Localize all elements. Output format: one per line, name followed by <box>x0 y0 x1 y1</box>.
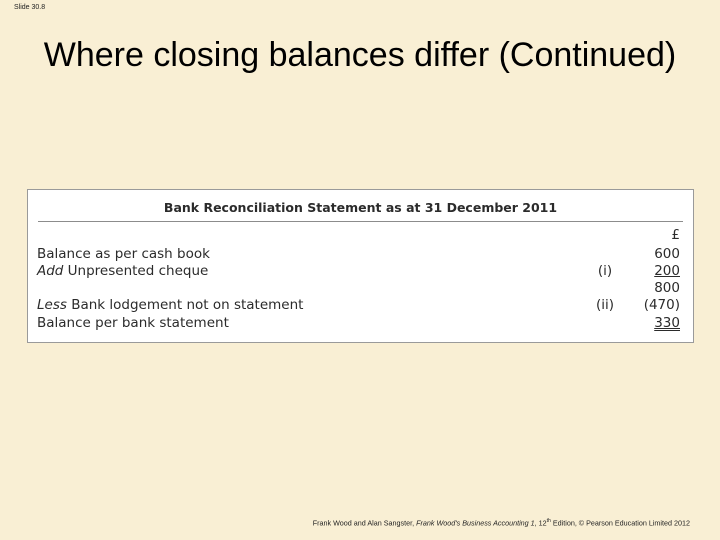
statement-row <box>28 297 693 314</box>
row-label: Add Unpresented cheque <box>37 263 209 279</box>
row-label: Balance as per cash book <box>37 246 210 262</box>
statement-row <box>28 315 693 332</box>
slide-number: Slide 30.8 <box>14 4 46 11</box>
row-amount: (470) <box>643 297 680 313</box>
row-amount: 800 <box>654 280 680 296</box>
row-amount: 330 <box>654 315 680 331</box>
row-amount: 200 <box>654 263 680 279</box>
bank-reconciliation-statement <box>27 189 694 343</box>
row-amount: 600 <box>654 246 680 262</box>
statement-row <box>28 246 693 263</box>
currency-row <box>28 227 693 244</box>
footer-citation: Frank Wood and Alan Sangster, Frank Wood's Business Accounting 1, 12th Edition, © Pearson Education Limited 2012 <box>312 518 690 528</box>
statement-heading: Bank Reconciliation Statement as at 31 December 2011 <box>163 200 558 215</box>
row-note: (ii) <box>595 297 615 313</box>
row-note: (i) <box>597 263 613 279</box>
row-label: Balance per bank statement <box>37 315 229 331</box>
statement-row <box>28 280 693 297</box>
slide-title: Where closing balances differ (Continued) <box>43 36 677 74</box>
currency-symbol: £ <box>671 227 680 243</box>
row-label: Less Bank lodgement not on statement <box>37 297 304 313</box>
heading-divider <box>38 221 683 222</box>
statement-row <box>28 263 693 280</box>
